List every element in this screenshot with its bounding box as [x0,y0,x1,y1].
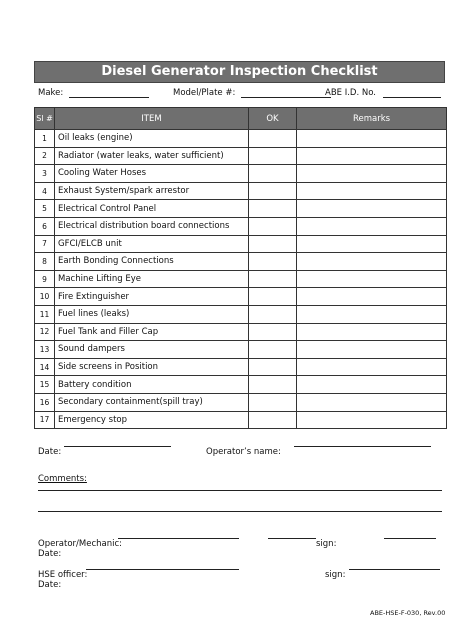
row-item: Secondary containment(spill tray) [55,393,249,411]
row-item: Earth Bonding Connections [55,253,249,271]
hse-sign-input-line[interactable] [349,569,440,570]
row-item: Radiator (water leaks, water sufficient) [55,147,249,165]
comments-label: Comments: [38,474,87,484]
table-row [35,323,447,341]
comments-line-1[interactable] [38,490,442,491]
row-ok-cell[interactable] [249,305,297,323]
row-remarks-cell[interactable] [297,253,447,271]
row-number: 13 [35,341,55,359]
row-number: 17 [35,411,55,429]
row-number: 5 [35,200,55,218]
row-number: 12 [35,323,55,341]
make-field [38,88,149,98]
header-fields [38,88,448,100]
table-row [35,165,447,183]
row-remarks-cell[interactable] [297,182,447,200]
table-header-row [35,108,447,130]
operators-name-field [206,447,281,457]
table-row [35,147,447,165]
row-item: Electrical distribution board connections [55,217,249,235]
row-item: Fuel lines (leaks) [55,305,249,323]
row-item: Battery condition [55,376,249,394]
abe-id-input-line[interactable] [383,88,441,98]
row-remarks-cell[interactable] [297,147,447,165]
row-number: 15 [35,376,55,394]
col-header-remarks: Remarks [297,108,447,130]
row-remarks-cell[interactable] [297,376,447,394]
row-ok-cell[interactable] [249,165,297,183]
row-item: Fuel Tank and Filler Cap [55,323,249,341]
row-item: Electrical Control Panel [55,200,249,218]
row-ok-cell[interactable] [249,200,297,218]
model-field [173,88,331,98]
table-row [35,200,447,218]
row-ok-cell[interactable] [249,358,297,376]
row-item: Emergency stop [55,411,249,429]
row-remarks-cell[interactable] [297,393,447,411]
operator-mechanic-label: Operator/Mechanic: [38,539,123,549]
row-number: 3 [35,165,55,183]
row-ok-cell[interactable] [249,411,297,429]
hse-officer-label: HSE officer: [38,570,88,580]
row-number: 2 [35,147,55,165]
row-number: 7 [35,235,55,253]
table-row [35,376,447,394]
table-row [35,253,447,271]
row-ok-cell[interactable] [249,182,297,200]
make-label: Make: [38,88,64,98]
table-row [35,288,447,306]
operators-name-input-line[interactable] [294,446,431,447]
row-ok-cell[interactable] [249,393,297,411]
date-label: Date: [38,447,62,457]
abe-id-label: ABE I.D. No. [325,88,376,98]
row-ok-cell[interactable] [249,147,297,165]
row-number: 1 [35,130,55,148]
row-item: Exhaust System/spark arrestor [55,182,249,200]
row-ok-cell[interactable] [249,217,297,235]
row-ok-cell[interactable] [249,130,297,148]
row-remarks-cell[interactable] [297,270,447,288]
operator-sign-leading-line[interactable] [268,538,316,539]
comments-line-2[interactable] [38,511,442,512]
row-item: Oil leaks (engine) [55,130,249,148]
row-item: Fire Extinguisher [55,288,249,306]
row-number: 9 [35,270,55,288]
operator-date-label: Date: [38,549,62,559]
hse-date-label: Date: [38,580,62,590]
row-number: 16 [35,393,55,411]
model-input-line[interactable] [241,88,331,98]
row-remarks-cell[interactable] [297,305,447,323]
row-number: 10 [35,288,55,306]
row-remarks-cell[interactable] [297,341,447,359]
date-input-line[interactable] [64,446,171,447]
operator-sign-input-line[interactable] [384,538,436,539]
table-row [35,358,447,376]
row-number: 14 [35,358,55,376]
col-header-ok: OK [249,108,297,130]
table-row [35,305,447,323]
hse-officer-input-line[interactable] [86,569,239,570]
date-field [38,447,61,457]
row-item: GFCI/ELCB unit [55,235,249,253]
row-item: Sound dampers [55,341,249,359]
row-remarks-cell[interactable] [297,130,447,148]
col-header-sl: Sl # [35,108,55,130]
table-row [35,411,447,429]
row-remarks-cell[interactable] [297,217,447,235]
col-header-item: ITEM [55,108,249,130]
row-remarks-cell[interactable] [297,358,447,376]
row-remarks-cell[interactable] [297,165,447,183]
make-input-line[interactable] [69,88,149,98]
model-label: Model/Plate #: [173,88,236,98]
row-number: 11 [35,305,55,323]
table-row [35,341,447,359]
row-item: Machine Lifting Eye [55,270,249,288]
row-number: 8 [35,253,55,271]
row-ok-cell[interactable] [249,270,297,288]
row-ok-cell[interactable] [249,341,297,359]
row-remarks-cell[interactable] [297,323,447,341]
table-row [35,270,447,288]
row-remarks-cell[interactable] [297,235,447,253]
row-ok-cell[interactable] [249,253,297,271]
row-number: 4 [35,182,55,200]
row-ok-cell[interactable] [249,323,297,341]
row-item: Cooling Water Hoses [55,165,249,183]
table-row [35,130,447,148]
operator-mechanic-input-line[interactable] [118,538,239,539]
operator-sign-label: sign: [316,539,337,549]
row-ok-cell[interactable] [249,376,297,394]
table-row [35,182,447,200]
table-row [35,393,447,411]
table-row [35,217,447,235]
row-ok-cell[interactable] [249,288,297,306]
row-ok-cell[interactable] [249,235,297,253]
row-number: 6 [35,217,55,235]
form-code: ABE-HSE-F-030, Rev.00 [370,609,446,617]
row-item: Side screens in Position [55,358,249,376]
abe-id-field [325,88,441,98]
table-row [35,235,447,253]
row-remarks-cell[interactable] [297,411,447,429]
operators-name-label: Operator’s name: [206,447,281,457]
form-title: Diesel Generator Inspection Checklist [34,61,445,83]
inspection-table [34,107,447,429]
row-remarks-cell[interactable] [297,288,447,306]
row-remarks-cell[interactable] [297,200,447,218]
hse-sign-label: sign: [325,570,346,580]
